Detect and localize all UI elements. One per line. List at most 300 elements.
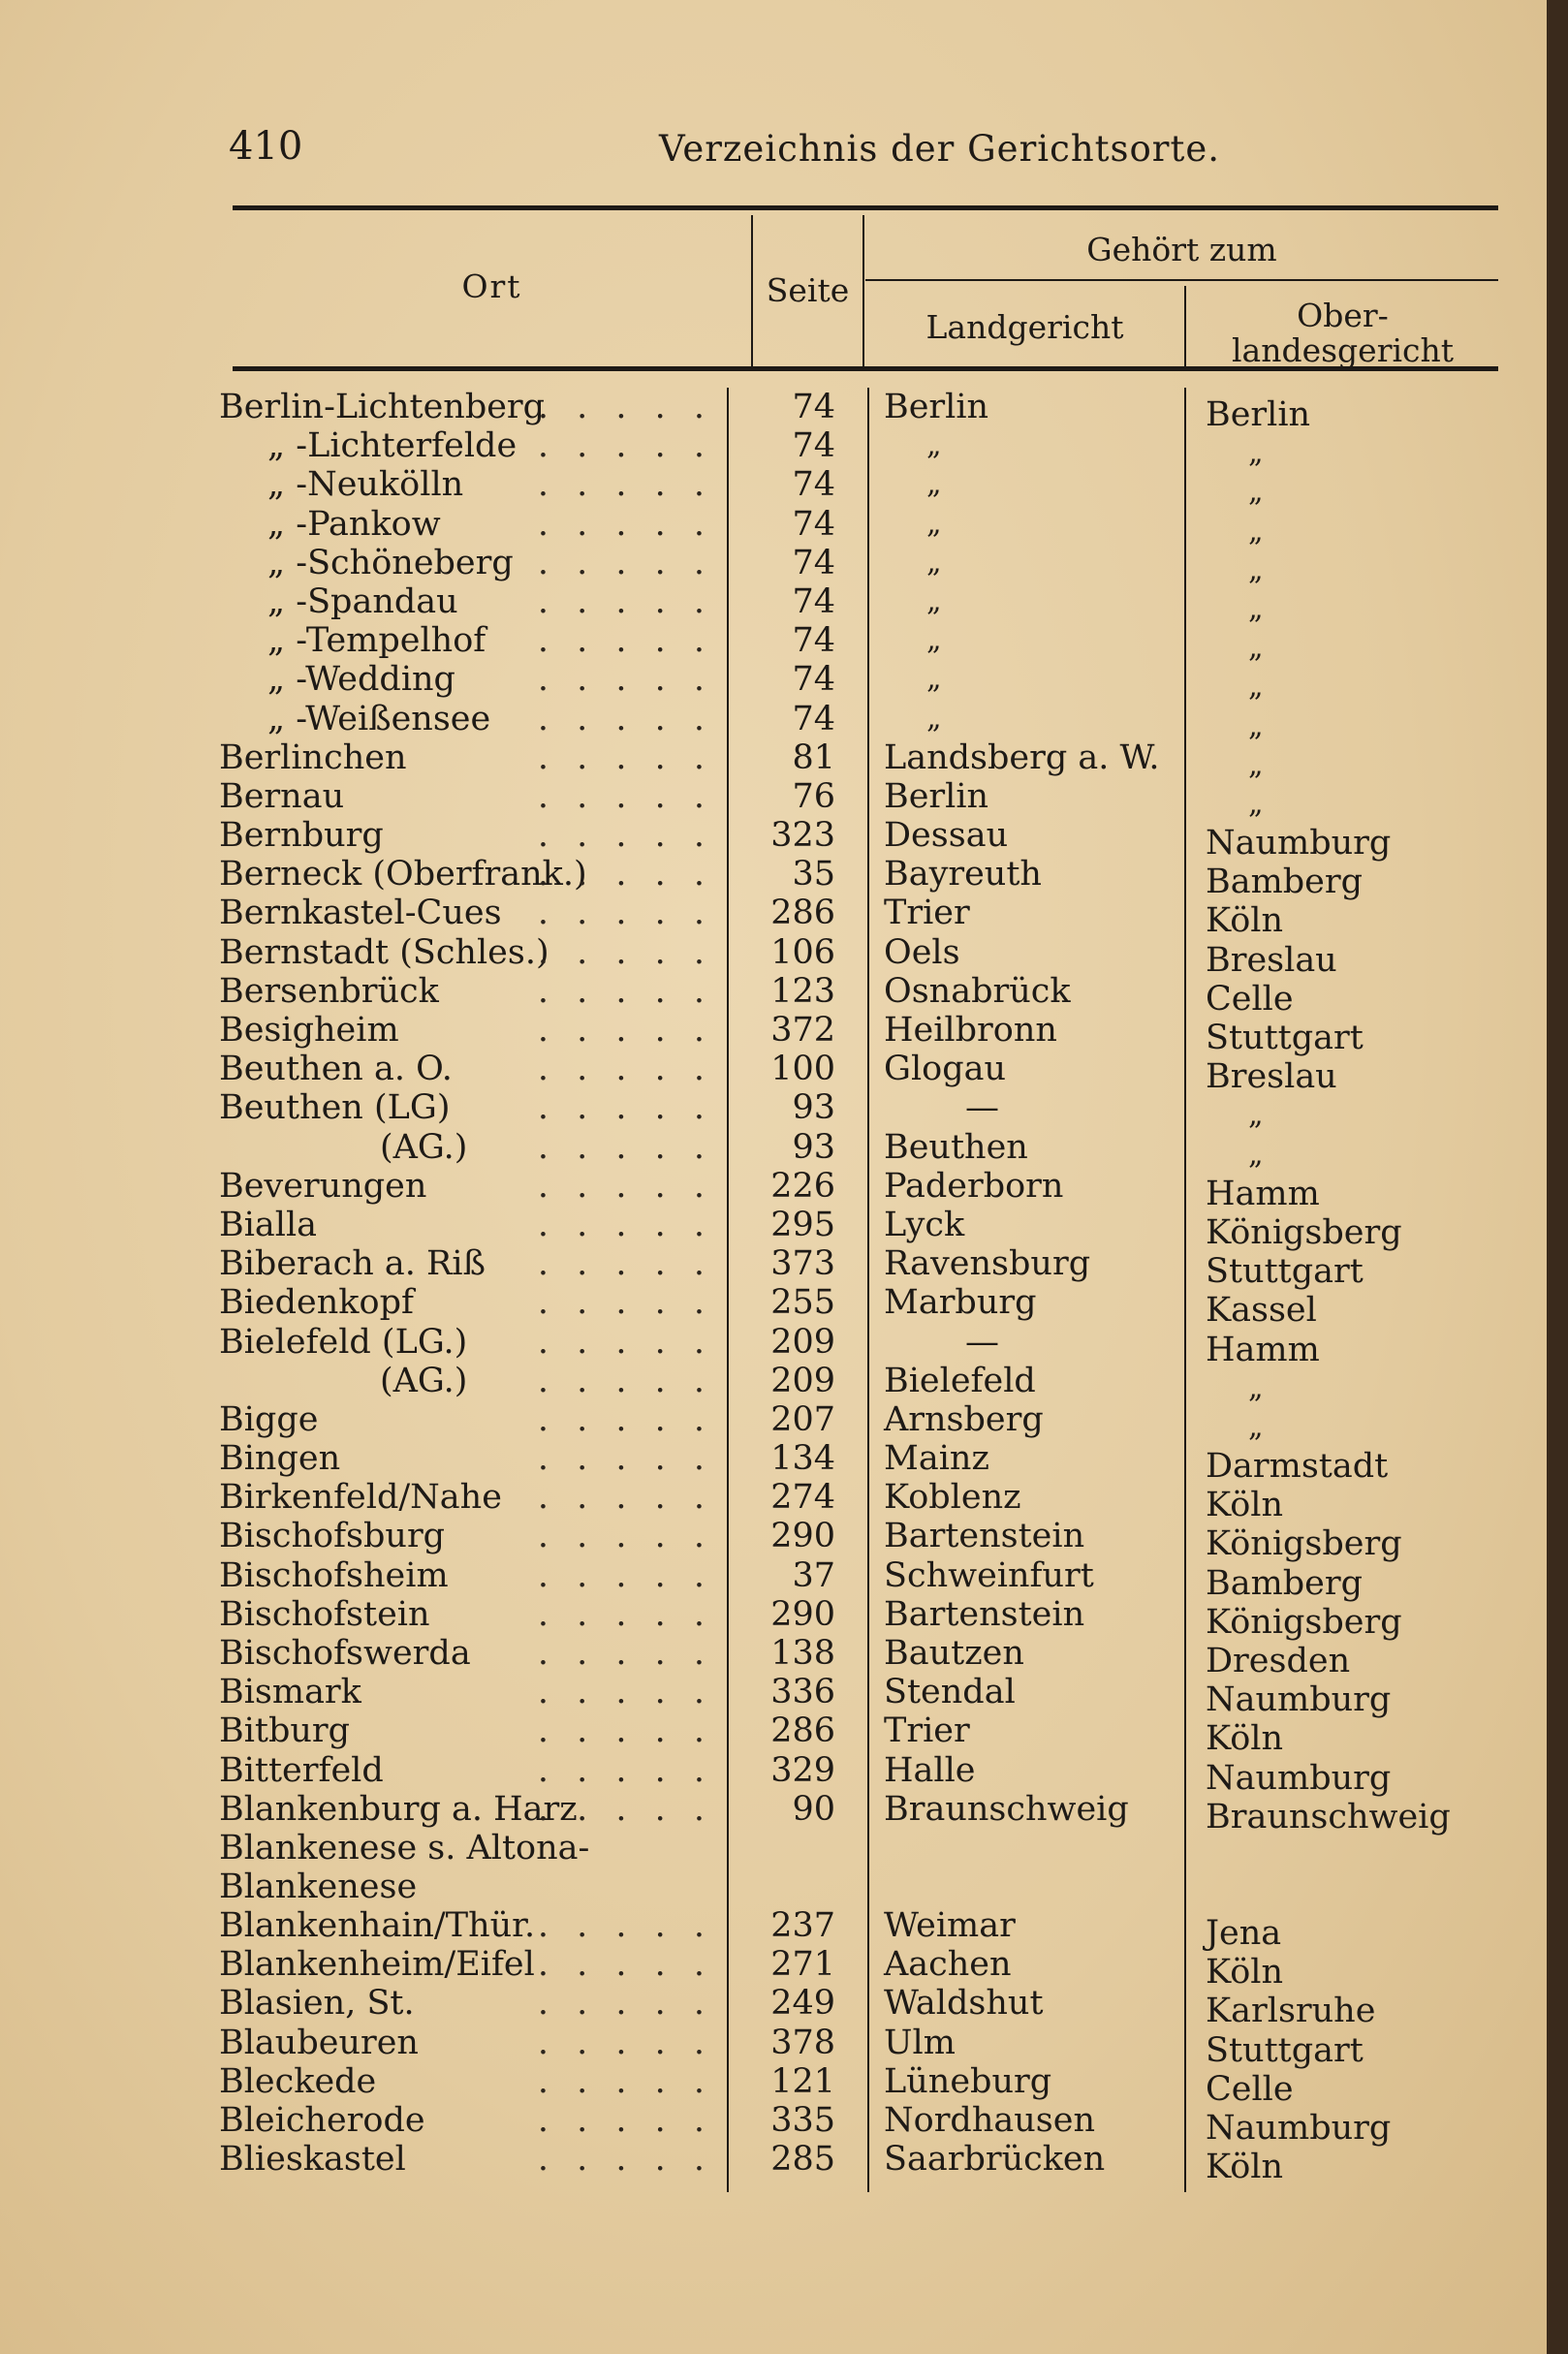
leader-dots: . . . . . xyxy=(537,1517,713,1556)
table-top-rule xyxy=(233,205,1498,210)
landgericht-cell: Mainz xyxy=(884,1439,989,1479)
seite-cell: 274 xyxy=(770,1478,835,1518)
ort-cell xyxy=(219,777,713,816)
ort-text: Blankenese s. Altona-Blankenese xyxy=(219,1828,590,1906)
oberlandesgericht-cell: Naumburg xyxy=(1206,1680,1392,1720)
oberlandesgericht-cell: Berlin xyxy=(1206,395,1311,434)
ort-text: Beverungen xyxy=(219,1166,427,1206)
header-landgericht: Landgericht xyxy=(925,308,1124,346)
table-row xyxy=(0,1244,1547,1292)
seite-cell: 286 xyxy=(770,894,835,933)
ort-cell xyxy=(219,855,713,894)
leader-dots: . . . . . xyxy=(537,855,713,895)
leader-dots: . . . . . xyxy=(537,1945,713,1985)
landgericht-cell: Saarbrücken xyxy=(884,2140,1106,2180)
table-row xyxy=(0,465,1547,510)
leader-dots: . . . . . xyxy=(537,465,713,505)
ort-text: Bernburg xyxy=(219,816,384,856)
table-row xyxy=(0,1322,1547,1369)
seite-cell: 74 xyxy=(792,504,835,544)
ort-text: „ -Pankow xyxy=(267,504,441,544)
landgericht-cell: Beuthen xyxy=(884,1127,1028,1167)
seite-cell: 138 xyxy=(770,1634,835,1673)
ort-text: Berneck (Oberfrank.) xyxy=(219,855,587,895)
ort-cell xyxy=(219,933,713,972)
ort-cell xyxy=(219,1984,713,2023)
table-row xyxy=(0,1283,1547,1331)
leader-dots: . . . . . xyxy=(537,1673,713,1712)
landgericht-cell: Berlin xyxy=(884,388,989,426)
seite-cell: 295 xyxy=(770,1205,835,1244)
landgericht-cell: Koblenz xyxy=(884,1478,1021,1518)
ort-text: „ -Weißensee xyxy=(267,699,491,738)
oberlandesgericht-cell: Celle xyxy=(1206,979,1294,1019)
ort-text: Blankenhain/Thür. xyxy=(219,1905,536,1945)
ort-text: Blasien, St. xyxy=(219,1984,415,2024)
landgericht-cell: Lyck xyxy=(884,1205,965,1244)
ort-text: Bersenbrück xyxy=(219,971,439,1011)
landgericht-cell: Trier xyxy=(884,1711,970,1751)
leader-dots: . . . . . xyxy=(537,1750,713,1790)
table-row xyxy=(0,2061,1547,2109)
header-ort: Ort xyxy=(461,267,522,305)
oberlandesgericht-cell: Königsberg xyxy=(1206,1524,1402,1564)
leader-dots: . . . . . xyxy=(537,504,713,544)
seite-cell: 209 xyxy=(770,1322,835,1362)
leader-dots: . . . . . xyxy=(537,621,713,661)
ort-text: Bialla xyxy=(219,1205,318,1244)
landgericht-cell: „ xyxy=(926,701,942,736)
ort-text: (AG.) xyxy=(380,1361,468,1400)
ort-text: Bischofsheim xyxy=(219,1555,449,1595)
table-row xyxy=(0,621,1547,666)
oberlandesgericht-cell: „ xyxy=(1248,631,1264,666)
seite-cell: 237 xyxy=(770,1905,835,1945)
table-row xyxy=(0,1205,1547,1252)
seite-cell: 336 xyxy=(770,1673,835,1712)
ort-cell xyxy=(219,426,713,465)
landgericht-cell: „ xyxy=(926,428,942,463)
seite-cell: 74 xyxy=(792,581,835,621)
ort-cell xyxy=(219,816,713,855)
seite-cell: 35 xyxy=(792,855,835,895)
ort-cell xyxy=(219,1478,713,1517)
ort-text: Bielefeld (LG.) xyxy=(219,1322,468,1362)
ort-text: Bitburg xyxy=(219,1711,351,1751)
table-row xyxy=(0,1517,1547,1564)
seite-cell: 378 xyxy=(770,2023,835,2062)
ort-cell xyxy=(219,972,713,1011)
leader-dots: . . . . . xyxy=(537,1439,713,1479)
leader-dots: . . . . . xyxy=(537,1399,713,1439)
page-number: 410 xyxy=(229,124,303,169)
landgericht-cell: Ravensburg xyxy=(884,1244,1091,1284)
table-row xyxy=(0,581,1547,626)
seite-cell: 323 xyxy=(770,816,835,856)
table-row xyxy=(0,2023,1547,2070)
oberlandesgericht-cell: Breslau xyxy=(1206,1057,1337,1097)
landgericht-cell: Heilbronn xyxy=(884,1011,1057,1050)
leader-dots: . . . . . xyxy=(537,543,713,582)
oberlandesgericht-cell: Darmstadt xyxy=(1206,1447,1389,1487)
table-row xyxy=(0,543,1547,587)
ort-cell xyxy=(219,1829,713,1906)
ort-cell xyxy=(219,1323,713,1362)
leader-dots: . . . . . xyxy=(537,971,713,1011)
oberlandesgericht-cell: Hamm xyxy=(1206,1174,1320,1213)
ort-cell xyxy=(219,1167,713,1206)
table-row xyxy=(0,1750,1547,1798)
running-head xyxy=(0,124,1547,182)
oberlandesgericht-cell: Königsberg xyxy=(1206,1602,1402,1642)
oberlandesgericht-cell: Naumburg xyxy=(1206,2108,1392,2148)
landgericht-cell: Halle xyxy=(884,1750,976,1790)
seite-cell: 286 xyxy=(770,1711,835,1751)
table-row xyxy=(0,855,1547,902)
landgericht-cell: Braunschweig xyxy=(884,1789,1129,1829)
ort-cell xyxy=(219,1945,713,1984)
seite-cell: 285 xyxy=(770,2140,835,2180)
ort-cell xyxy=(219,1206,713,1244)
ort-cell xyxy=(219,1050,713,1088)
table-row xyxy=(0,1439,1547,1487)
seite-cell: 226 xyxy=(770,1166,835,1206)
oberlandesgericht-cell: Bamberg xyxy=(1206,1563,1364,1603)
oberlandesgericht-cell: Kassel xyxy=(1206,1291,1317,1331)
ort-text: Bismark xyxy=(219,1673,361,1712)
table-row xyxy=(0,776,1547,821)
leader-dots: . . . . . xyxy=(537,1011,713,1050)
seite-cell: 74 xyxy=(792,660,835,700)
landgericht-cell: „ xyxy=(926,506,942,541)
seite-cell: 335 xyxy=(770,2100,835,2140)
seite-cell: 81 xyxy=(792,738,835,777)
oberlandesgericht-cell: Königsberg xyxy=(1206,1212,1402,1252)
oberlandesgericht-cell: Breslau xyxy=(1206,940,1337,980)
ort-text: Bernau xyxy=(219,776,345,816)
landgericht-cell: Dessau xyxy=(884,816,1009,856)
ort-cell xyxy=(219,700,713,738)
seite-cell: 255 xyxy=(770,1283,835,1323)
oberlandesgericht-cell: „ xyxy=(1248,670,1264,705)
oberlandesgericht-cell: „ xyxy=(1248,1137,1264,1172)
leader-dots: . . . . . xyxy=(537,1166,713,1206)
oberlandesgericht-cell: Köln xyxy=(1206,2148,1284,2187)
landgericht-cell: Paderborn xyxy=(884,1166,1064,1206)
leader-dots: . . . . . xyxy=(537,1555,713,1595)
header-divider xyxy=(862,215,864,368)
landgericht-cell: Aachen xyxy=(884,1945,1012,1985)
leader-dots: . . . . . xyxy=(537,932,713,972)
table-row xyxy=(0,1789,1547,1836)
oberlandesgericht-cell: „ xyxy=(1248,436,1264,471)
table-row xyxy=(0,1127,1547,1172)
seite-cell: 290 xyxy=(770,1594,835,1634)
ort-text: „ -Tempelhof xyxy=(267,621,486,661)
table-row xyxy=(0,816,1547,863)
table-row xyxy=(0,504,1547,549)
oberlandesgericht-cell: Braunschweig xyxy=(1206,1797,1451,1836)
header-ober-line2: landesgericht xyxy=(1231,331,1455,369)
ort-text: Blieskastel xyxy=(219,2140,406,2180)
ort-text: Berlinchen xyxy=(219,738,407,777)
ort-text: (AG.) xyxy=(380,1127,468,1167)
header-seite: Seite xyxy=(766,271,850,309)
seite-cell: 37 xyxy=(792,1555,835,1595)
leader-dots: . . . . . xyxy=(537,1244,713,1284)
table-row xyxy=(0,971,1547,1019)
ort-text: Birkenfeld/Nahe xyxy=(219,1478,502,1518)
ort-text: „ -Spandau xyxy=(267,581,458,621)
ort-text: Beuthen a. O. xyxy=(219,1050,453,1089)
seite-cell: 290 xyxy=(770,1517,835,1556)
leader-dots: . . . . . xyxy=(537,1050,713,1089)
oberlandesgericht-cell: Karlsruhe xyxy=(1206,1992,1376,2031)
leader-dots: . . . . . xyxy=(537,1984,713,2024)
leader-dots: . . . . . xyxy=(537,1283,713,1323)
table-row xyxy=(0,932,1547,980)
seite-cell: 76 xyxy=(792,776,835,816)
table-body xyxy=(0,388,1547,2187)
ort-cell xyxy=(219,1595,713,1634)
ort-text: Bitterfeld xyxy=(219,1750,384,1790)
table-row xyxy=(0,1594,1547,1642)
leader-dots: . . . . . xyxy=(537,1905,713,1945)
leader-dots: . . . . . xyxy=(537,738,713,777)
landgericht-cell: Berlin xyxy=(884,776,989,816)
landgericht-cell: Bielefeld xyxy=(884,1361,1036,1400)
landgericht-cell: Ulm xyxy=(884,2023,956,2062)
oberlandesgericht-cell: Bamberg xyxy=(1206,863,1364,902)
table-row xyxy=(0,2100,1547,2148)
ort-cell xyxy=(219,1362,713,1400)
seite-cell: 249 xyxy=(770,1984,835,2024)
ort-text: „ -Neukölln xyxy=(267,465,464,505)
oberlandesgericht-cell: Köln xyxy=(1206,1953,1284,1993)
landgericht-cell: Marburg xyxy=(884,1283,1037,1323)
ort-text: „ -Schöneberg xyxy=(267,543,514,582)
ort-cell xyxy=(219,1011,713,1050)
ort-cell xyxy=(219,1283,713,1322)
ort-cell xyxy=(219,1751,713,1790)
oberlandesgericht-cell: „ xyxy=(1248,1370,1264,1405)
table-row xyxy=(0,1399,1547,1444)
landgericht-cell: Nordhausen xyxy=(884,2100,1095,2140)
ort-cell xyxy=(219,1244,713,1283)
leader-dots: . . . . . xyxy=(537,1088,713,1128)
ort-text: Bernkastel-Cues xyxy=(219,894,502,933)
leader-dots: . . . . . xyxy=(537,1478,713,1518)
oberlandesgericht-cell: Stuttgart xyxy=(1206,1019,1364,1057)
ort-text: Bischofswerda xyxy=(219,1634,471,1673)
ort-cell xyxy=(219,1556,713,1595)
oberlandesgericht-cell: Dresden xyxy=(1206,1642,1351,1680)
leader-dots: . . . . . xyxy=(537,388,713,426)
ort-cell xyxy=(219,1088,713,1127)
seite-cell: 207 xyxy=(770,1399,835,1439)
landgericht-cell: „ xyxy=(926,623,942,658)
seite-cell: 209 xyxy=(770,1361,835,1400)
ort-text: Bigge xyxy=(219,1399,319,1439)
ort-cell xyxy=(219,388,713,426)
leader-dots: . . . . . xyxy=(537,2061,713,2101)
landgericht-cell: Schweinfurt xyxy=(884,1555,1094,1595)
landgericht-cell: — xyxy=(965,1088,999,1128)
table-row xyxy=(0,660,1547,705)
landgericht-cell: Lüneburg xyxy=(884,2061,1052,2101)
ort-text: Besigheim xyxy=(219,1011,399,1050)
leader-dots: . . . . . xyxy=(537,816,713,856)
leader-dots: . . . . . xyxy=(537,660,713,700)
landgericht-cell: Bartenstein xyxy=(884,1594,1085,1634)
header-divider xyxy=(1184,286,1186,368)
table-row xyxy=(0,1945,1547,1993)
ort-cell xyxy=(219,1439,713,1478)
oberlandesgericht-cell: „ xyxy=(1248,786,1264,821)
leader-dots: . . . . . xyxy=(537,1634,713,1673)
gehoert-zum-rule xyxy=(865,279,1498,281)
leader-dots: . . . . . xyxy=(537,1322,713,1362)
ort-cell xyxy=(219,1673,713,1711)
leader-dots: . . . . . xyxy=(537,699,713,738)
table-row xyxy=(0,1166,1547,1213)
leader-dots: . . . . . xyxy=(537,1789,713,1829)
table-row xyxy=(0,1634,1547,1680)
ort-cell xyxy=(219,465,713,504)
landgericht-cell: Oels xyxy=(884,932,960,972)
table-row xyxy=(0,1673,1547,1720)
running-title: Verzeichnis der Gerichtsorte. xyxy=(659,128,1220,170)
oberlandesgericht-cell: „ xyxy=(1248,708,1264,743)
leader-dots: . . . . . xyxy=(537,1205,713,1244)
ort-text: Biedenkopf xyxy=(219,1283,414,1323)
table-row xyxy=(0,1829,1547,1906)
landgericht-cell: Bartenstein xyxy=(884,1517,1085,1556)
ort-text: Blaubeuren xyxy=(219,2023,419,2062)
table-row xyxy=(0,1984,1547,2031)
table-row xyxy=(0,388,1547,434)
leader-dots: . . . . . xyxy=(537,2100,713,2140)
ort-cell xyxy=(219,738,713,777)
leader-dots: . . . . . xyxy=(537,1711,713,1751)
seite-cell: 90 xyxy=(792,1789,835,1829)
leader-dots: . . . . . xyxy=(537,581,713,621)
leader-dots: . . . . . xyxy=(537,426,713,466)
leader-dots: . . . . . xyxy=(537,894,713,933)
seite-cell: 373 xyxy=(770,1244,835,1284)
ort-text: „ -Wedding xyxy=(267,660,455,700)
seite-cell: 74 xyxy=(792,426,835,466)
seite-cell: 74 xyxy=(792,388,835,426)
table-row xyxy=(0,1711,1547,1759)
landgericht-cell: Glogau xyxy=(884,1050,1007,1089)
ort-cell xyxy=(219,2101,713,2140)
header-oberlandesgericht xyxy=(1187,298,1498,368)
landgericht-cell: Arnsberg xyxy=(884,1399,1044,1439)
oberlandesgericht-cell: Stuttgart xyxy=(1206,2030,1364,2070)
ort-cell xyxy=(219,2024,713,2062)
ort-text: Bleckede xyxy=(219,2061,377,2101)
table-row xyxy=(0,1905,1547,1953)
landgericht-cell: Landsberg a. W. xyxy=(884,738,1160,777)
table-row xyxy=(0,2140,1547,2187)
oberlandesgericht-cell: Stuttgart xyxy=(1206,1252,1364,1292)
table-row xyxy=(0,1361,1547,1405)
oberlandesgericht-cell: Köln xyxy=(1206,901,1284,941)
landgericht-cell: Bautzen xyxy=(884,1634,1024,1673)
landgericht-cell: Trier xyxy=(884,894,970,933)
ort-text: Bingen xyxy=(219,1439,341,1479)
ort-cell xyxy=(219,2062,713,2101)
oberlandesgericht-cell: Naumburg xyxy=(1206,824,1392,863)
landgericht-cell: Bayreuth xyxy=(884,855,1042,895)
table-row xyxy=(0,1555,1547,1603)
oberlandesgericht-cell: „ xyxy=(1248,552,1264,587)
seite-cell: 74 xyxy=(792,465,835,505)
ort-cell xyxy=(219,1517,713,1555)
table-row xyxy=(0,426,1547,471)
table-row xyxy=(0,1011,1547,1057)
ort-cell xyxy=(219,660,713,699)
ort-text: Blankenheim/Eifel xyxy=(219,1945,535,1985)
landgericht-cell: „ xyxy=(926,662,942,697)
seite-cell: 121 xyxy=(770,2061,835,2101)
ort-cell xyxy=(219,544,713,582)
leader-dots: . . . . . xyxy=(537,1361,713,1400)
table-row xyxy=(0,1088,1547,1133)
oberlandesgericht-cell: „ xyxy=(1248,747,1264,782)
oberlandesgericht-cell: Hamm xyxy=(1206,1330,1320,1369)
seite-cell: 329 xyxy=(770,1750,835,1790)
landgericht-cell: — xyxy=(965,1322,999,1362)
ort-cell xyxy=(219,505,713,544)
ort-cell xyxy=(219,1906,713,1945)
table-row xyxy=(0,738,1547,782)
landgericht-cell: „ xyxy=(926,545,942,580)
landgericht-cell: „ xyxy=(926,583,942,618)
header-ober-line1: Ober- xyxy=(1297,297,1389,334)
seite-cell: 93 xyxy=(792,1127,835,1167)
landgericht-cell: Stendal xyxy=(884,1673,1016,1712)
leader-dots: . . . . . xyxy=(537,1127,713,1167)
seite-cell: 106 xyxy=(770,932,835,972)
leader-dots: . . . . . xyxy=(537,2023,713,2062)
leader-dots: . . . . . xyxy=(537,1594,713,1634)
ort-text: Bernstadt (Schles.) xyxy=(219,932,549,972)
leader-dots: . . . . . xyxy=(537,2140,713,2180)
ort-text: Bleicherode xyxy=(219,2100,425,2140)
ort-text: Blankenburg a. Harz xyxy=(219,1789,578,1829)
oberlandesgericht-cell: Naumburg xyxy=(1206,1758,1392,1798)
landgericht-cell: „ xyxy=(926,467,942,502)
header-gehoert-zum: Gehört zum xyxy=(1086,231,1277,268)
leader-dots: . . . . . xyxy=(537,776,713,816)
table-row xyxy=(0,894,1547,941)
table-row xyxy=(0,1478,1547,1525)
landgericht-cell: Weimar xyxy=(884,1905,1016,1945)
seite-cell: 100 xyxy=(770,1050,835,1089)
ort-text: Bischofstein xyxy=(219,1594,430,1634)
landgericht-cell: Osnabrück xyxy=(884,971,1071,1011)
seite-cell: 134 xyxy=(770,1439,835,1479)
ort-cell xyxy=(219,1790,713,1829)
ort-text: Beuthen (LG) xyxy=(219,1088,451,1128)
ort-cell xyxy=(219,2140,713,2179)
ort-cell xyxy=(219,894,713,932)
ort-text: Biberach a. Riß xyxy=(219,1244,486,1284)
seite-cell: 123 xyxy=(770,971,835,1011)
seite-cell: 93 xyxy=(792,1088,835,1128)
